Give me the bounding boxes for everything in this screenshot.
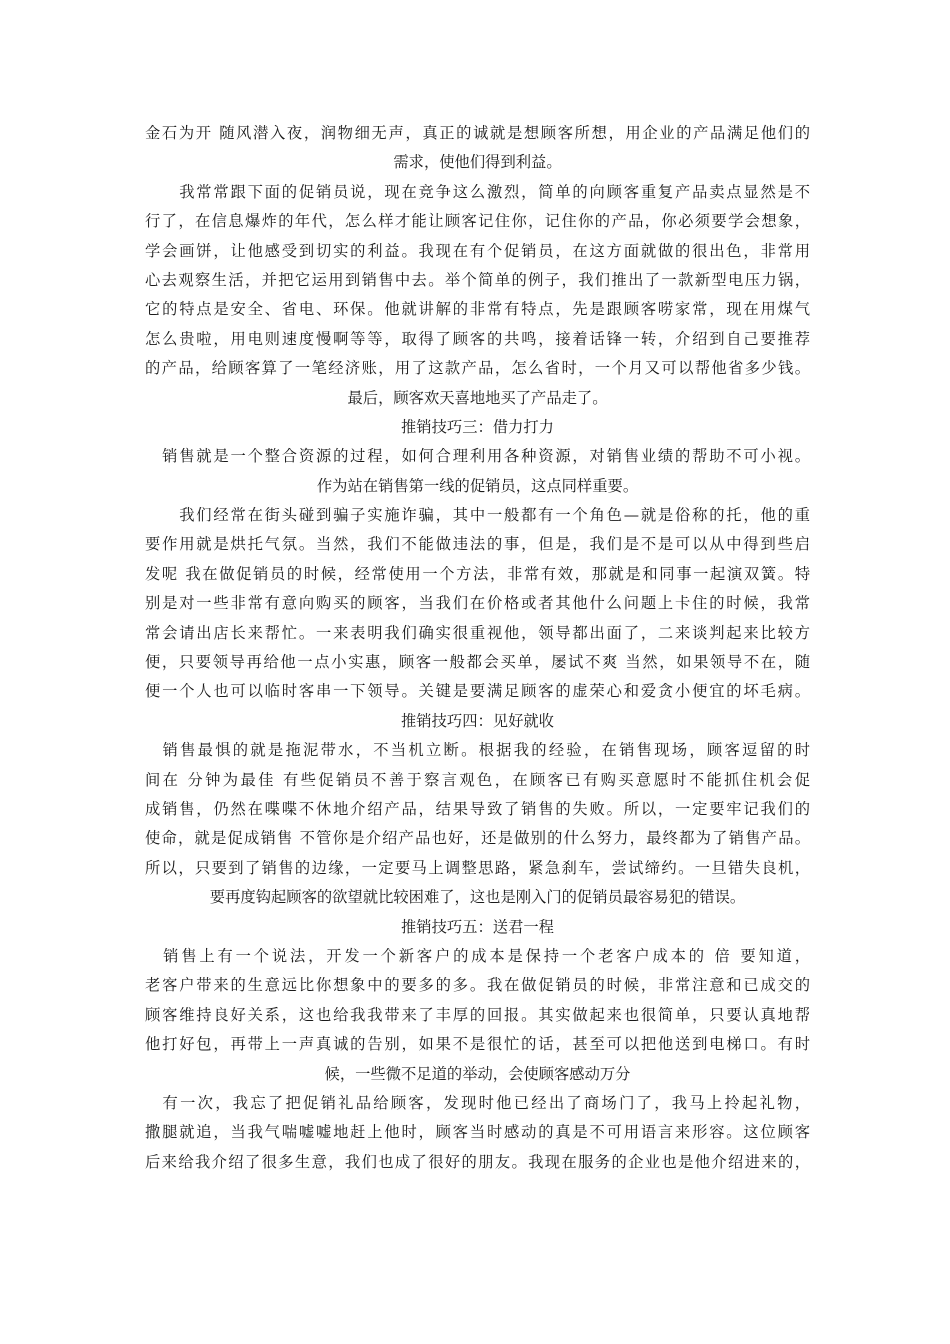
text-line: 销售就是一个整合资源的过程，如何合理利用各种资源，对销售业绩的帮助不可小视。 <box>145 447 810 466</box>
text-line: 别是对一些非常有意向购买的顾客，当我们在价格或者其他什么问题上卡住的时候，我常 <box>145 594 810 613</box>
text-line: 作为站在销售第一线的促销员，这点同样重要。 <box>316 476 639 495</box>
text-line: 后来给我介绍了很多生意，我们也成了很好的朋友。我现在服务的企业也是他介绍进来的， <box>145 1152 810 1171</box>
text-line: 有一次，我忘了把促销礼品给顾客，发现时他已经出了商场门了，我马上拎起礼物， <box>145 1093 810 1112</box>
text-line: 所以，只要到了销售的边缘，一定要马上调整思路，紧急刹车，尝试缔约。一旦错失良机， <box>145 858 810 877</box>
text-line: 学会画饼，让他感受到切实的利益。我现在有个促销员，在这方面就做的很出色，非常用 <box>145 241 810 260</box>
text-line: 常会请出店长来帮忙。一来表明我们确实很重视他，领导都出面了，二来谈判起来比较方 <box>145 623 810 642</box>
text-line: 便，只要领导再给他一点小实惠，顾客一般都会买单，屡试不爽 当然，如果领导不在，随 <box>145 653 810 672</box>
text-line: 它的特点是安全、省电、环保。他就讲解的非常有特点，先是跟顾客唠家常，现在用煤气 <box>145 300 810 319</box>
text-line: 销售上有一个说法，开发一个新客户的成本是保持一个老客户成本的 倍 要知道， <box>145 946 810 965</box>
section-heading: 推销技巧四：见好就收 <box>401 711 554 730</box>
text-line: 心去观察生活，并把它运用到销售中去。举个简单的例子，我们推出了一款新型电压力锅， <box>145 270 810 289</box>
text-line: 发呢 我在做促销员的时候，经常使用一个方法，非常有效，那就是和同事一起演双簧。特 <box>145 564 810 583</box>
text-line: 候，一些微不足道的举动，会使顾客感动万分 <box>324 1064 631 1083</box>
text-line: 老客户带来的生意远比你想象中的要多的多。我在做促销员的时候，非常注意和已成交的 <box>145 976 810 995</box>
text-line: 要再度钩起顾客的欲望就比较困难了，这也是刚入门的促销员最容易犯的错误。 <box>209 888 746 907</box>
text-line: 使命，就是促成销售 不管你是介绍产品也好，还是做别的什么努力，最终都为了销售产品。 <box>145 829 810 848</box>
text-line: 我常常跟下面的促销员说，现在竞争这么激烈，简单的向顾客重复产品卖点显然是不 <box>145 182 810 201</box>
text-line: 要作用就是烘托气氛。当然，我们不能做违法的事，但是，我们是不是可以从中得到些启 <box>145 535 810 554</box>
text-line: 顾客维持良好关系，这也给我我带来了丰厚的回报。其实做起来也很简单，只要认真地帮 <box>145 1005 810 1024</box>
text-line: 需求，使他们得到利益。 <box>393 153 562 172</box>
text-line: 最后，顾客欢天喜地地买了产品走了。 <box>347 388 608 407</box>
section-heading: 推销技巧三：借力打力 <box>401 417 554 436</box>
text-line: 撒腿就追，当我气喘嘘嘘地赶上他时，顾客当时感动的真是不可用语言来形容。这位顾客 <box>145 1123 810 1142</box>
text-line: 的产品，给顾客算了一笔经济账，用了这款产品，怎么省时，一个月又可以帮他省多少钱。 <box>145 359 810 378</box>
text-line: 销售最惧的就是拖泥带水，不当机立断。根据我的经验，在销售现场，顾客逗留的时 <box>145 741 810 760</box>
text-line: 便一个人也可以临时客串一下领导。关键是要满足顾客的虚荣心和爱贪小便宜的坏毛病。 <box>145 682 810 701</box>
text-line: 间在 分钟为最佳 有些促销员不善于察言观色，在顾客已有购买意愿时不能抓住机会促 <box>145 770 810 789</box>
text-line: 我们经常在街头碰到骗子实施诈骗，其中一般都有一个角色—就是俗称的托，他的重 <box>145 506 810 525</box>
text-line: 金石为开 随风潜入夜，润物细无声，真正的诚就是想顾客所想，用企业的产品满足他们的 <box>145 124 810 142</box>
text-line: 他打好包，再带上一声真诚的告别，如果不是很忙的话，甚至可以把他送到电梯口。有时 <box>145 1035 810 1054</box>
document-body <box>145 119 810 1177</box>
section-heading: 推销技巧五：送君一程 <box>401 917 554 936</box>
text-line: 怎么贵啦，用电则速度慢啊等等，取得了顾客的共鸣，接着话锋一转，介绍到自己要推荐 <box>145 329 810 348</box>
text-line: 成销售，仍然在喋喋不休地介绍产品，结果导致了销售的失败。所以，一定要牢记我们的 <box>145 799 810 818</box>
text-line: 行了，在信息爆炸的年代，怎么样才能让顾客记住你，记住你的产品，你必须要学会想象， <box>145 212 810 231</box>
